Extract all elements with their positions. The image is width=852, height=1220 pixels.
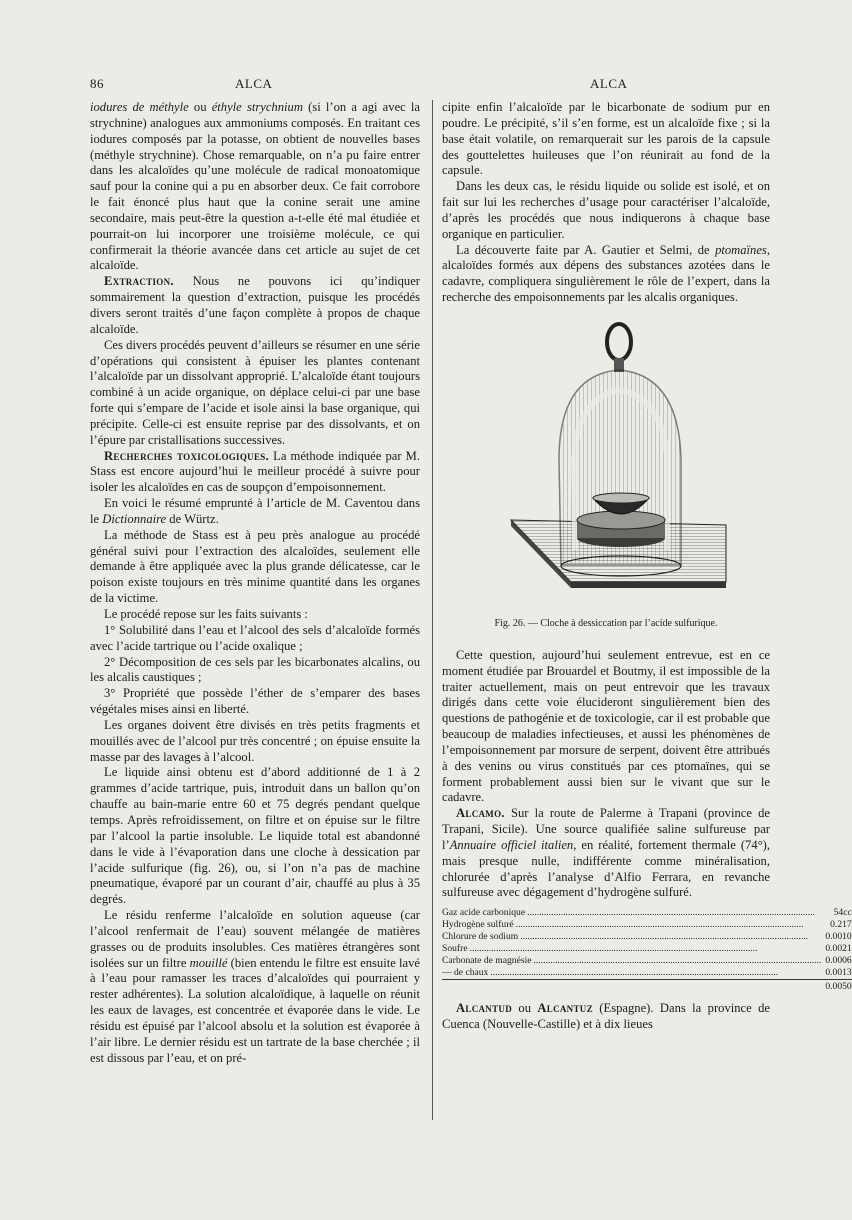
table-row [442, 967, 852, 980]
text-run: Dans les deux cas, le résidu liquide ou solide est isolé, et on fait sur lui les recherches d’usage pour caractériser l’alcaloïde, d’après les procédés que nous indiquerons à chaque base organique en particulier. [442, 179, 770, 241]
leader-dots: ........................................................................................................................ [527, 907, 815, 919]
row-label: — de chaux [442, 967, 489, 979]
running-head-left: ALCA [235, 76, 273, 91]
column-divider [432, 100, 433, 1120]
text-run: 1° Solubilité dans l’eau et l’alcool des sels d’alcaloïde formés avec l’acide tartrique ou l’acide oxalique ; [90, 622, 420, 653]
text-run: Les organes doivent être divisés en très petits fragments et mouillés avec de l’alcool pur très concentré ; on épuise ensuite la masse par des lavages à l’alcool. [90, 717, 420, 764]
bell-jar-illustration [471, 320, 741, 610]
italic-text: Annuaire officiel italien [449, 837, 574, 852]
running-head-right: ALCA [590, 76, 628, 91]
entry-heading: Alcamo. [456, 806, 505, 821]
right-column-end-text [442, 1001, 770, 1033]
text-run: Sur la route de Palerme à Trapani (province de Trapani, Sicile). Une source qualifiée saline sulfureuse par l’ [442, 806, 770, 852]
paragraph [442, 1001, 770, 1033]
paragraph [90, 528, 420, 607]
text-run: En voici le résumé emprunté à l’article de M. Caventou dans le [90, 496, 420, 526]
table-row [442, 955, 852, 967]
entry-heading: Alcantuz [537, 1001, 593, 1016]
paragraph [90, 274, 420, 337]
row-label: Carbonate de magnésie [442, 955, 532, 967]
row-label-cell [442, 967, 821, 980]
row-label-cell [442, 931, 821, 943]
leader-dots: ........................................................................................................................ [520, 931, 809, 943]
row-value: 0.0006 [825, 955, 852, 967]
italic-text: mouillé [189, 955, 228, 970]
row-value: 54cc [833, 907, 852, 919]
italic-text: iodures de méthyle [90, 100, 189, 114]
row-value: 0.0021 [825, 943, 852, 955]
text-run: La découverte faite par A. Gautier et Selmi, de [456, 242, 716, 257]
table-row [442, 943, 852, 955]
paragraph [90, 496, 420, 528]
italic-text: Dictionnaire [102, 511, 167, 526]
row-label: Soufre [442, 943, 468, 955]
text-run: Ces divers procédés peuvent d’ailleurs se résumer en une série d’opérations qui consistent à épuiser les plantes contenant l’alcaloïde par un dissolvant approprié. L’alcaloïde étant toujours combiné à un acide organique, on déplace celui-ci par une base forte qui s’empare de l’acide et isole ainsi la base organique, qui précipite. Celle-ci est ensuite reprise par des dissolvants, et on l’épure par cristallisations successives. [90, 337, 420, 447]
table-total-row [442, 980, 852, 994]
row-label: Chlorure de sodium [442, 931, 519, 943]
text-run: , en réalité, fortement thermale (74°), mais presque nulle, indifférente comme minéralisation, chlorurée d’après l’analyse d’Alfio Ferrara, en revanche sulfureuse avec dégagement d’hydrogène sulfuré. [442, 837, 770, 900]
paragraph [442, 806, 770, 901]
text-run: (si l’on a agi avec la strychnine) analogues aux ammoniums composés. En traitant ces iodures composés par la potasse, on obtient de nouvelles bases (méthyle strychnine). Chose remarquable, on n’a pu faire entrer dans les alcaloïdes qu’une molécule de radical monoatomique sauf pour la conine qui a pu en absorber deux. Ce fait corrobore le fait énoncé plus haut que la conine serait une amine secondaire, mais peut-être la question a-t-elle été mal étudiée et pourrait-on lui incorporer une troisième molécule, ce qui confirmerait la théorie avancée dans cet article au sujet de cet alcaloïde. [90, 100, 421, 273]
figure-26 [442, 320, 770, 632]
row-label: Gaz acide carbonique [442, 907, 526, 919]
text-run: 3° Propriété que possède l’éther de s’emparer des bases végétales mises ainsi en liberté. [90, 686, 420, 717]
paragraph [90, 623, 420, 655]
text-run: cipite enfin l’alcaloïde par le bicarbonate de sodium pur en poudre. Le précipité, s’il s’en forme, est un alcaloïde fixe ; si la base était volatile, on remarquerait sur les parois de la capsule des gouttelettes huileuses que l’on réunirait au fond de la capsule. [442, 100, 770, 178]
total-value: 0.0050 [821, 980, 851, 994]
text-run: , alcaloïdes formés aux dépens des substances azotées dans le cadavre, compliquera singulièrement le rôle de l’expert, dans la recherche des empoisonnements par les alcalis organiques. [442, 242, 770, 305]
entry-heading: Alcantud [456, 1001, 512, 1016]
italic-text: éthyle strychnium [211, 100, 303, 114]
right-column [442, 100, 852, 1033]
row-value: 0.0010 [825, 931, 852, 943]
text-run: ou [188, 100, 212, 114]
paragraph [442, 648, 770, 806]
table-row [442, 919, 852, 931]
page-number: 86 [90, 76, 104, 91]
figure-caption: Fig. 26. — Cloche à dessiccation par l’acide sulfurique. [494, 617, 718, 629]
paragraph [90, 607, 420, 623]
italic-text: ptomaïnes [715, 242, 767, 257]
paragraph [90, 100, 420, 274]
text-run: Cette question, aujourd’hui seulement entrevue, est en ce moment étudiée par Brouardel et Boutmy, il est impossible de la traiter actuellement, mais on peut entrevoir que les travaux dirigés dans cette voie élucideront singulièrement bien des questions de pathogénie et de toxicologie, car il est probable que beaucoup de maladies infectieuses, et aussi les phénomènes de l’empoisonnement par morsure de serpent, doivent être attribués à des venins ou virus constitués par ces ptomaïnes, qui se forment probablement aussi bien sur le vivant que sur le cadavre. [442, 647, 770, 805]
entry-heading: Extraction. [104, 274, 174, 289]
row-label-cell [442, 955, 821, 967]
entry-heading: Recherches toxicologiques. [104, 448, 270, 463]
text-run: de Würtz. [166, 511, 219, 526]
paragraph [90, 686, 420, 718]
leader-dots: ........................................................................................................................ [515, 919, 804, 931]
text-run: La méthode indiquée par M. Stass est encore aujourd’hui le meilleur procédé à suivre pour isoler les alcaloïdes en cas de soupçon d’empoisonnement. [90, 448, 421, 495]
text-run: (Espagne). Dans la province de Cuenca (Nouvelle-Castille) et à dix lieues [442, 1001, 771, 1032]
text-run: Le procédé repose sur les faits suivants : [104, 607, 308, 621]
paragraph [442, 243, 770, 306]
table-row [442, 931, 852, 943]
text-run: Le liquide ainsi obtenu est d’abord additionné de 1 à 2 grammes d’acide tartrique, puis, introduit dans un ballon qu’on chauffe au bain-marie entre 60 et 75 degrés pendant quelque temps. Après refroidissement, on filtre et on épuise sur le filtre par l’alcool la partie insoluble. Le liquide total est abandonné dans le vide à l’évaporation dans une cloche à dessication par l’acide sulfurique (fig. 26), ou, si l’on n’a pas de machine pneumatique, évaporé par un courant d’air, chauffé au plus à 35 degrés. [90, 765, 420, 907]
text-run: Le résidu renferme l’alcaloïde en solution aqueuse (car l’alcool renfermait de l’eau) souvent mélangée de matières grasses ou de produits insolubles. Ces matières étrangères sont isolées sur un filtre [90, 908, 420, 970]
paragraph [442, 179, 770, 242]
text-run: (bien entendu le filtre est ensuite lavé à l’eau pour ramasser les traces d’alcaloïdes qui pourraient y rester adhérentes). La solution alcaloïdique, à laquelle on réunit les eaux de lavages, est concentrée et évaporée dans le vide. Le résidu est épuisé par l’alcool absolu et la solution est évaporée à l’air libre. Le dernier résidu est un tartrate de la base cherchée ; il est dissous par l’eau, et on pré- [90, 955, 420, 1065]
leader-dots: ........................................................................................................................ [469, 943, 758, 955]
paragraph [90, 718, 420, 766]
paragraph [442, 100, 770, 179]
row-value: 0.217 [830, 919, 852, 931]
paragraph [90, 908, 420, 1066]
paragraph [90, 449, 420, 497]
leader-dots: ........................................................................................................................ [490, 967, 779, 979]
paragraph [90, 765, 420, 908]
table-row [442, 907, 852, 919]
mineral-analysis-table [442, 907, 852, 993]
row-label-cell [442, 919, 821, 931]
row-value: 0.0013 [825, 967, 852, 979]
text-run: 2° Décomposition de ces sels par les bicarbonates alcalins, ou les alcalis caustiques ; [90, 654, 420, 685]
leader-dots: ........................................................................................................................ [533, 955, 822, 967]
text-run: La méthode de Stass est à peu près analogue au procédé général suivi pour l’extraction des alcaloïdes, seulement elle demande à être appliquée avec la plus grande délicatesse, car le poison existe toujours en très minime quantité dans les organes de la victime. [90, 527, 420, 606]
row-label-cell [442, 943, 821, 955]
paragraph [90, 655, 420, 687]
right-column-top-text [442, 100, 770, 306]
text-run: Nous ne pouvons ici qu’indiquer sommairement la question d’extraction, puisque les procédés divers seront traités d’une façon complète à propos de chaque alcaloïde. [90, 274, 420, 336]
row-label: Hydrogène sulfuré [442, 919, 514, 931]
left-column [90, 100, 420, 1066]
text-run: ou [512, 1001, 538, 1016]
row-label-cell [442, 907, 821, 919]
paragraph [90, 338, 420, 449]
right-column-bottom-text [442, 648, 770, 902]
